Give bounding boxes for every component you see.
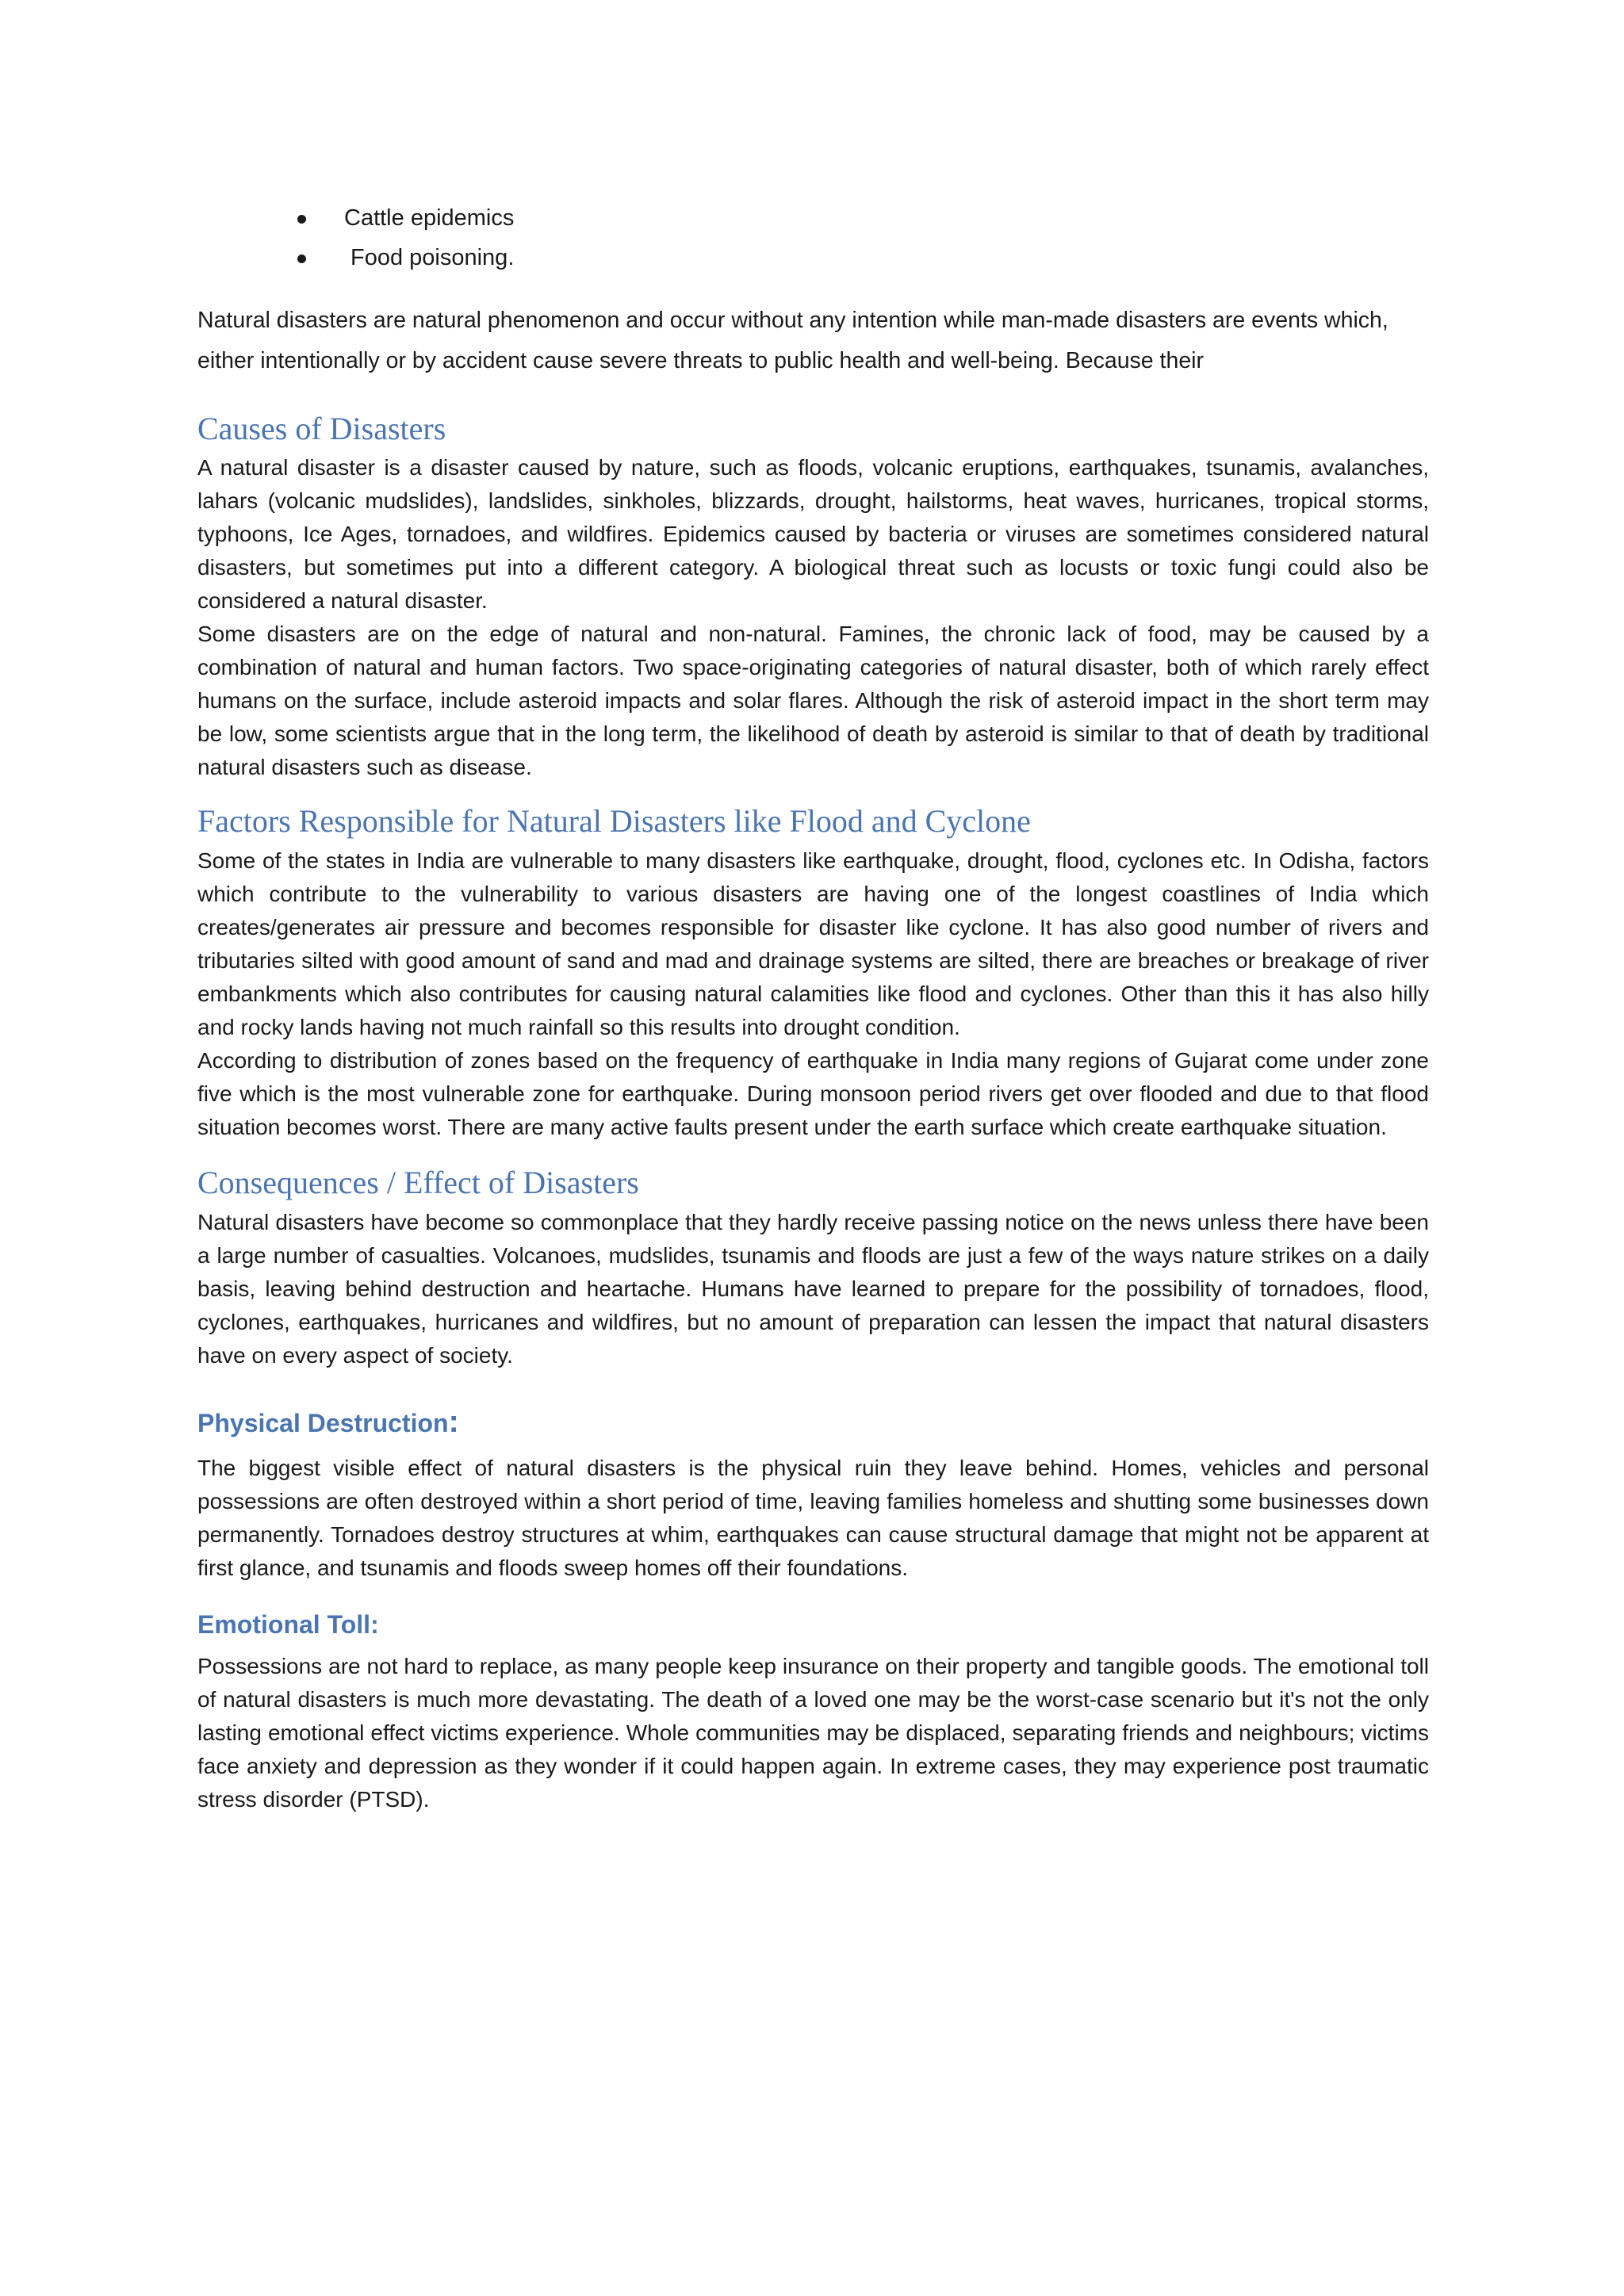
bullet-list	[197, 198, 1429, 277]
heading-physical-destruction-text: Physical Destruction	[197, 1409, 449, 1437]
emotional-paragraph: Possessions are not hard to replace, as many people keep insurance on their property and tangible goods. The emotional toll of natural disasters is much more devastating. The death of a loved one may be the worst-case scenario but it's not the only lasting emotional effect victims experience. Whole communities may be displaced, separating friends and neighbours; victims face anxiety and depression as they wonder if it could happen again. In extreme cases, they may experience post traumatic stress disorder (PTSD).	[197, 1654, 1429, 1812]
heading-colon: :	[448, 1404, 459, 1439]
page-content	[197, 198, 1429, 1816]
list-item	[197, 238, 1429, 277]
heading-physical-destruction	[197, 1399, 1429, 1445]
factors-paragraph-2: According to distribution of zones based on the frequency of earthquake in India many regions of Gujarat come under zone five which is the most vulnerable zone for earthquake. During monsoon period rivers get over flooded and due to that flood situation becomes worst. There are many active faults present under the earth surface which create earthquake situation.	[197, 1048, 1429, 1139]
intro-paragraph: Natural disasters are natural phenomenon and occur without any intention while man-made disasters are events which, either intentionally or by accident cause severe threats to public health and well-being. Because their	[197, 308, 1388, 373]
heading-consequences: Consequences / Effect of Disasters	[197, 1165, 639, 1200]
physical-paragraph: The biggest visible effect of natural disasters is the physical ruin they leave behind. Homes, vehicles and personal possessions are often destroyed within a short period of time, leaving families homeless and shutting some businesses down permanently. Tornadoes destroy structures at whim, earthquakes can cause structural damage that might not be apparent at first glance, and tsunamis and floods sweep homes off their foundations.	[197, 1456, 1429, 1580]
bullet-icon	[297, 254, 306, 263]
heading-causes: Causes of Disasters	[197, 411, 446, 446]
heading-emotional-toll: Emotional Toll:	[197, 1610, 379, 1639]
heading-factors: Factors Responsible for Natural Disasters like Flood and Cyclone	[197, 803, 1031, 839]
bullet-icon	[297, 215, 306, 224]
causes-paragraph-2: Some disasters are on the edge of natural and non-natural. Famines, the chronic lack of food, may be caused by a combination of natural and human factors. Two space-originating categories of natural disaster, both of which rarely effect humans on the surface, include asteroid impacts and solar flares. Although the risk of asteroid impact in the short term may be low, some scientists argue that in the long term, the likelihood of death by asteroid is similar to that of death by traditional natural disasters such as disease.	[197, 622, 1429, 779]
causes-paragraph-1: A natural disaster is a disaster caused by nature, such as floods, volcanic eruptions, earthquakes, tsunamis, avalanches, lahars (volcanic mudslides), landslides, sinkholes, blizzards, drought, hailstorms, heat waves, hurricanes, tropical storms, typhoons, Ice Ages, tornadoes, and wildfires. Epidemics caused by bacteria or viruses are sometimes considered natural disasters, but sometimes put into a different category. A biological threat such as locusts or toxic fungi could also be considered a natural disaster.	[197, 455, 1429, 613]
list-item-text: Cattle epidemics	[344, 205, 515, 231]
factors-paragraph-1: Some of the states in India are vulnerable to many disasters like earthquake, drought, flood, cyclones etc. In Odisha, factors which contribute to the vulnerability to various disasters are having one of the longest coastlines of India which creates/generates air pressure and becomes responsible for disaster like cyclone. It has also good number of rivers and tributaries silted with good amount of sand and mad and drainage systems are silted, there are breaches or breakage of river embankments which also contributes for causing natural calamities like flood and cyclones. Other than this it has also hilly and rocky lands having not much rainfall so this results into drought condition.	[197, 848, 1429, 1039]
list-item-text: Food poisoning.	[350, 245, 515, 270]
list-item	[197, 198, 1429, 238]
consequences-paragraph: Natural disasters have become so commonplace that they hardly receive passing notice on the news unless there have been a large number of casualties. Volcanoes, mudslides, tsunamis and floods are just a few of the ways nature strikes on a daily basis, leaving behind destruction and heartache. Humans have learned to prepare for the possibility of tornadoes, flood, cyclones, earthquakes, hurricanes and wildfires, but no amount of preparation can lessen the impact that natural disasters have on every aspect of society.	[197, 1210, 1429, 1368]
